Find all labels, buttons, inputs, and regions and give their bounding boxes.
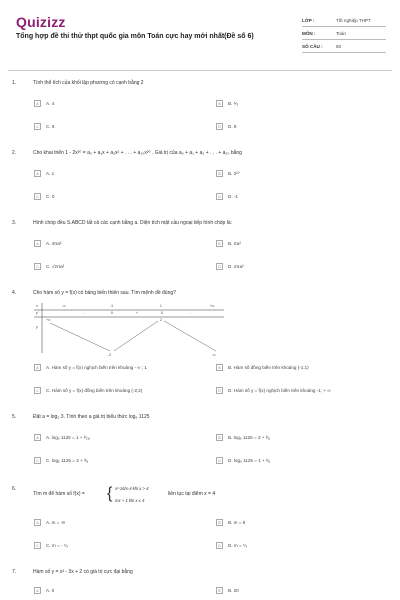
system-line: mx + 1 khi x ≤ 4: [115, 498, 145, 503]
question-text-before: Tìm m để hàm số f(x) =: [33, 491, 85, 497]
option-box: C: [34, 457, 41, 464]
worksheet-header: [0, 0, 400, 68]
option-text: A. 0: [46, 588, 55, 593]
option-text: A. Hàm số y = f(x) nghịch biến trên khoảng - ∞ ; 1: [46, 365, 147, 370]
meta-value: Toán: [336, 30, 346, 36]
option-c[interactable]: [34, 262, 64, 271]
variation-table-lines: [34, 303, 224, 361]
deriv-label: y': [36, 311, 39, 315]
question-text: Tính thể tích của khối lập phương có cạnh bằng 2: [33, 80, 144, 86]
header-divider: [8, 70, 392, 71]
option-box: C: [34, 387, 41, 394]
question-number: 2.: [12, 150, 17, 156]
option-a[interactable]: [34, 363, 147, 372]
question-number: 4.: [12, 290, 17, 296]
deriv-sign: -: [190, 311, 192, 315]
option-text: A. log₉ 1125 = 1 + ³⁄₂ₐ: [46, 435, 90, 440]
option-b[interactable]: [216, 169, 240, 178]
option-box: A: [34, 519, 41, 526]
option-text: B. 20: [228, 588, 239, 593]
y-value: -2: [108, 353, 112, 357]
system-line: x²-16/x-4 khi x > 4: [115, 486, 149, 491]
question-number: 1.: [12, 80, 17, 86]
meta-row-count: [302, 40, 386, 53]
option-box: A: [34, 100, 41, 107]
question-text: Đặt a = log₅ 3. Tính theo a giá trị biểu thức log₉ 1125: [33, 414, 150, 420]
meta-label: MÔN :: [302, 30, 316, 36]
option-text: C. m = - ⁷⁄₄: [46, 543, 69, 548]
question-text: Cho khai triển 1 - 2x²⁰ = a₀ + a₁x + a₂x² + . . . + a₂₀x²⁰ . Giá trị của a₀ + a₁ + a₂ + . . . + a₂₀ bằng: [33, 150, 242, 156]
option-text: A. 1: [46, 171, 55, 176]
option-a[interactable]: [34, 433, 90, 442]
meta-value: Tốt nghiệp THPT: [336, 17, 371, 23]
option-box: C: [34, 542, 41, 549]
option-box: A: [34, 240, 41, 247]
option-b[interactable]: [216, 433, 270, 442]
option-a[interactable]: [34, 586, 54, 595]
option-box: B: [216, 170, 223, 177]
option-box: A: [34, 364, 41, 371]
option-c[interactable]: [34, 541, 68, 550]
option-b[interactable]: [216, 99, 238, 108]
option-box: D: [216, 123, 223, 130]
question-text: Cho hàm số y = f(x) có bảng biến thiên sau. Tìm mệnh đề đúng?: [33, 290, 176, 296]
meta-row-subject: [302, 27, 386, 40]
option-box: D: [216, 457, 223, 464]
worksheet-title: Tổng hợp đề thi thử thpt quốc gia môn Toán cực hay mới nhất(Đề số 6): [16, 33, 254, 40]
option-box: D: [216, 193, 223, 200]
option-box: B: [216, 434, 223, 441]
option-box: D: [216, 387, 223, 394]
option-box: D: [216, 542, 223, 549]
option-box: B: [216, 519, 223, 526]
option-c[interactable]: [34, 122, 54, 131]
question-number: 5.: [12, 414, 17, 420]
option-b[interactable]: [216, 239, 241, 248]
question-text: Hình chóp đều S.ABCD tất cả các cạnh bằng a. Diện tích mặt cầu ngoại tiếp hình chóp là:: [33, 220, 233, 226]
meta-row-class: [302, 14, 386, 27]
quizizz-logo: Quizizz: [16, 14, 66, 30]
option-box: C: [34, 263, 41, 270]
option-d[interactable]: [216, 456, 270, 465]
option-box: A: [34, 587, 41, 594]
question-number: 6.: [12, 486, 17, 492]
option-box: B: [216, 364, 223, 371]
variation-table: [34, 303, 224, 357]
option-box: D: [216, 263, 223, 270]
option-b[interactable]: [216, 363, 309, 372]
option-text: A. 4: [46, 101, 55, 106]
option-text: C. 6: [46, 124, 55, 129]
meta-value: 50: [336, 43, 342, 49]
x-value: 1: [160, 304, 162, 308]
x-label: x: [36, 304, 38, 308]
option-text: C. log₉ 1125 = 2 + ³⁄ₐ: [46, 458, 89, 463]
option-d[interactable]: [216, 386, 331, 395]
option-text: B. πa²: [228, 241, 241, 246]
option-a[interactable]: [34, 99, 54, 108]
question-text: Hàm số y = x³ - 3x + 2 có giá trị cực đại bằng: [33, 569, 133, 575]
option-box: C: [34, 123, 41, 130]
option-text: C. Hàm số y = f(x) đồng biến trên khoảng (-2;2): [46, 388, 143, 393]
option-box: B: [216, 240, 223, 247]
y-value: 2: [160, 318, 162, 322]
option-box: B: [216, 100, 223, 107]
y-label: y: [36, 325, 38, 329]
option-c[interactable]: [34, 386, 142, 395]
option-text: B. Hàm số đồng biến trên khoảng (-1;1): [228, 365, 309, 370]
x-value: -1: [110, 304, 114, 308]
option-text: B. log₉ 1125 = 2 + ³⁄ₐ: [228, 435, 270, 440]
option-d[interactable]: [216, 122, 236, 131]
y-value: +∞: [46, 318, 51, 322]
option-text: D. 2πa²: [228, 264, 244, 269]
question-text: [33, 491, 85, 497]
option-text: B. m = 8: [228, 520, 246, 525]
option-text: D. -1: [228, 194, 238, 199]
option-d[interactable]: [216, 262, 244, 271]
worksheet-meta: [302, 14, 386, 53]
deriv-sign: -: [84, 311, 86, 315]
deriv-sign: 0: [111, 311, 113, 315]
question-text-after: liên tục tại điểm x = 4: [168, 491, 216, 497]
option-text: D. Hàm số y = f(x) nghịch biến trên khoảng -1; + ∞: [228, 388, 331, 393]
option-box: C: [34, 193, 41, 200]
option-d[interactable]: [216, 541, 247, 550]
deriv-sign: +: [136, 311, 138, 315]
meta-label: SỐ CÂU :: [302, 43, 323, 49]
x-value: +∞: [210, 304, 215, 308]
y-value: -∞: [212, 353, 216, 357]
option-box: A: [34, 170, 41, 177]
option-text: B. ⁸⁄₃: [228, 101, 239, 106]
option-b[interactable]: [216, 586, 239, 595]
option-d[interactable]: [216, 192, 238, 201]
option-a[interactable]: [34, 239, 61, 248]
option-text: B. 2²⁰: [228, 170, 240, 176]
option-text: A. m = -8: [46, 520, 65, 525]
option-text: D. m = ⁷⁄₄: [228, 543, 248, 548]
x-value: -∞: [62, 304, 66, 308]
option-text: A. 4πa²: [46, 241, 62, 246]
option-text: D. 8: [228, 124, 237, 129]
option-a[interactable]: [34, 518, 65, 527]
option-box: B: [216, 587, 223, 594]
option-c[interactable]: [34, 456, 88, 465]
option-a[interactable]: [34, 169, 54, 178]
option-box: A: [34, 434, 41, 441]
option-c[interactable]: [34, 192, 54, 201]
meta-label: LỚP :: [302, 17, 315, 23]
option-text: C. √2πa²: [46, 264, 65, 269]
option-text: C. 0: [46, 194, 55, 199]
question-number: 3.: [12, 220, 17, 226]
option-text: D. log₉ 1125 = 1 + ²⁄ₐ: [228, 458, 271, 463]
option-b[interactable]: [216, 518, 245, 527]
brace-icon: {: [107, 485, 113, 502]
question-number: 7.: [12, 569, 17, 575]
deriv-sign: 0: [161, 311, 163, 315]
